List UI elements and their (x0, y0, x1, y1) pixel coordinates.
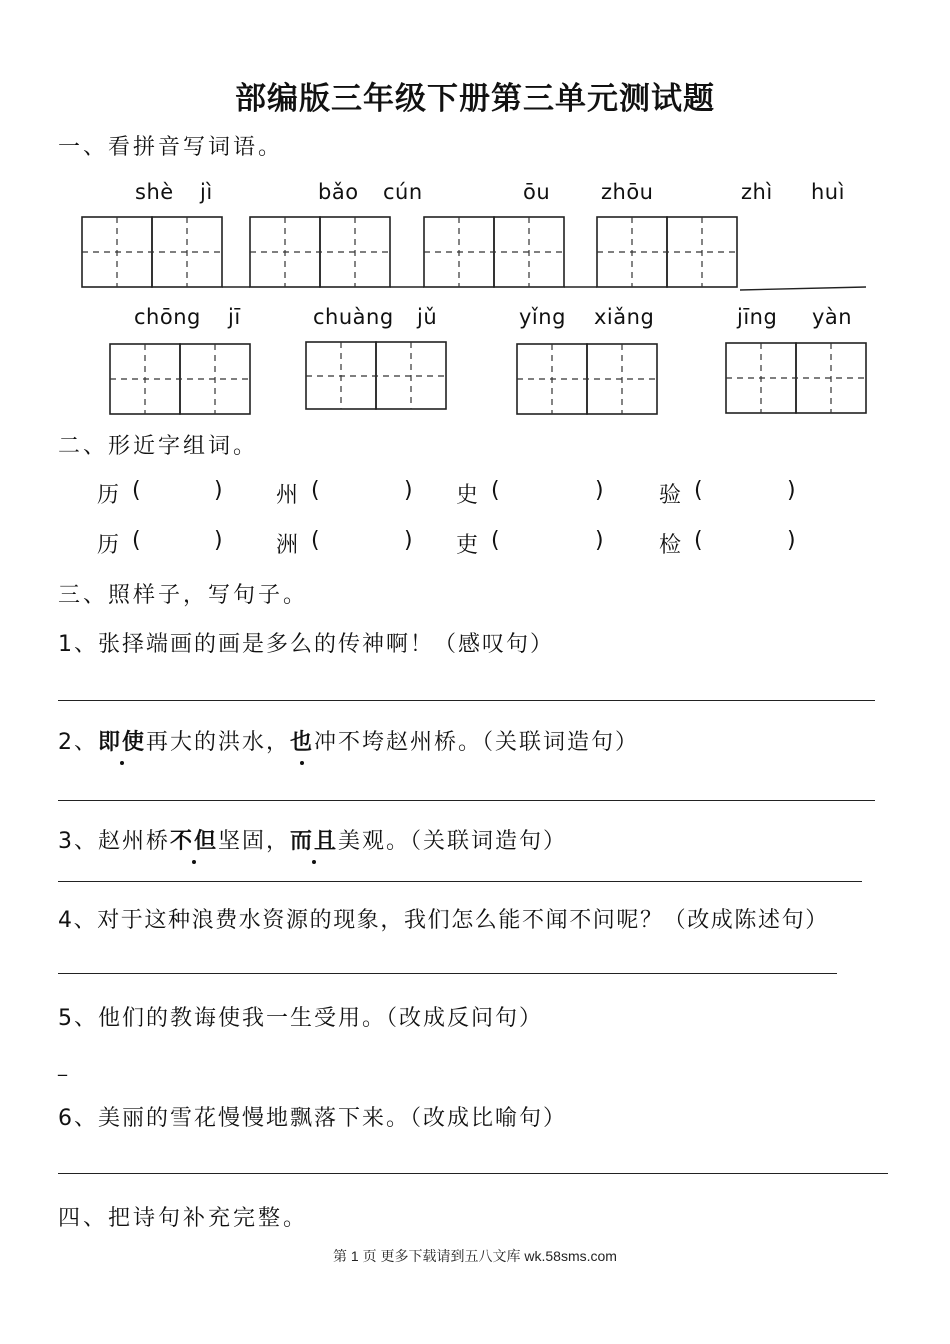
question-2 (58, 725, 639, 756)
question-text: 美观。（关联词造句） (338, 829, 568, 854)
close-paren: ) (787, 478, 796, 503)
question-1: 1、张择端画的画是多么的传神啊！（感叹句） (58, 632, 554, 657)
answer-line-2[interactable] (58, 800, 875, 801)
question-text: 冲不垮赵州桥。（关联词造句） (314, 730, 640, 755)
question-text: 坚固， (218, 829, 291, 854)
section-3-heading: 三、照样子，写句子。 (58, 583, 309, 608)
char-item: 验 (659, 483, 684, 508)
open-paren: ( (311, 478, 320, 503)
char-item: 吏 (456, 533, 481, 558)
close-paren: ) (404, 478, 413, 503)
close-paren: ) (214, 528, 223, 553)
pinyin: jī (228, 305, 241, 329)
answer-line-4[interactable] (58, 973, 837, 974)
keyword-emphasis: 不但 (170, 829, 219, 854)
pinyin: jīng (737, 305, 778, 329)
pinyin: xiǎng (594, 305, 655, 329)
section-2-heading: 二、形近字组词。 (58, 434, 259, 459)
char-item: 历 (97, 533, 122, 558)
answer-line-6[interactable] (58, 1173, 888, 1174)
pinyin: yǐng (519, 305, 566, 329)
pinyin: jì (200, 180, 213, 204)
pinyin: chōng (134, 305, 201, 329)
close-paren: ) (214, 478, 223, 503)
question-4: 4、对于这种浪费水资源的现象，我们怎么能不闻不问呢？（改成陈述句） (58, 908, 829, 933)
pinyin: zhì (741, 180, 773, 204)
char-item: 洲 (276, 533, 301, 558)
keyword-emphasis: 也 (290, 730, 315, 755)
pinyin: yàn (812, 305, 853, 329)
question-6: 6、美丽的雪花慢慢地飘落下来。（改成比喻句） (58, 1106, 567, 1131)
open-paren: ( (132, 528, 141, 553)
open-paren: ( (491, 478, 500, 503)
close-paren: ) (595, 528, 604, 553)
grid-pair[interactable] (517, 344, 657, 414)
question-3 (58, 824, 567, 855)
open-paren: ( (132, 478, 141, 503)
pinyin: zhōu (601, 180, 654, 204)
writing-grid-row-2[interactable] (0, 0, 950, 430)
char-item: 史 (456, 483, 481, 508)
grid-pair[interactable] (110, 344, 250, 414)
open-paren: ( (694, 478, 703, 503)
question-5: 5、他们的教诲使我一生受用。（改成反问句） (58, 1006, 543, 1031)
section-1-heading: 一、看拼音写词语。 (58, 135, 284, 160)
pinyin: chuàng (313, 305, 394, 329)
char-item: 检 (659, 533, 684, 558)
answer-line-1[interactable] (58, 700, 875, 701)
close-paren: ) (595, 478, 604, 503)
close-paren: ) (404, 528, 413, 553)
grid-pair[interactable] (726, 343, 866, 413)
keyword-emphasis: 即使 (98, 730, 147, 755)
grid-pair[interactable] (306, 342, 446, 409)
open-paren: ( (694, 528, 703, 553)
pinyin: ōu (523, 180, 551, 204)
question-text: 3、赵州桥 (58, 829, 170, 854)
question-text: 再大的洪水， (146, 730, 291, 755)
answer-mark[interactable]: _ (58, 1056, 67, 1077)
char-item: 历 (97, 483, 122, 508)
pinyin: shè (135, 180, 174, 204)
close-paren: ) (787, 528, 796, 553)
char-item: 州 (276, 483, 301, 508)
section-4-heading: 四、把诗句补充完整。 (58, 1206, 309, 1231)
open-paren: ( (311, 528, 320, 553)
page-title: 部编版三年级下册第三单元测试题 (235, 81, 715, 117)
pinyin: huì (811, 180, 845, 204)
pinyin: bǎo (318, 180, 359, 204)
open-paren: ( (491, 528, 500, 553)
question-number: 2、 (58, 730, 98, 755)
answer-line-3[interactable] (58, 881, 862, 882)
keyword-emphasis: 而且 (290, 829, 339, 854)
page-footer: 第 1 页 更多下载请到五八文库 wk.58sms.com (333, 1248, 617, 1264)
pinyin: cún (383, 180, 423, 204)
pinyin: jǔ (417, 305, 438, 329)
